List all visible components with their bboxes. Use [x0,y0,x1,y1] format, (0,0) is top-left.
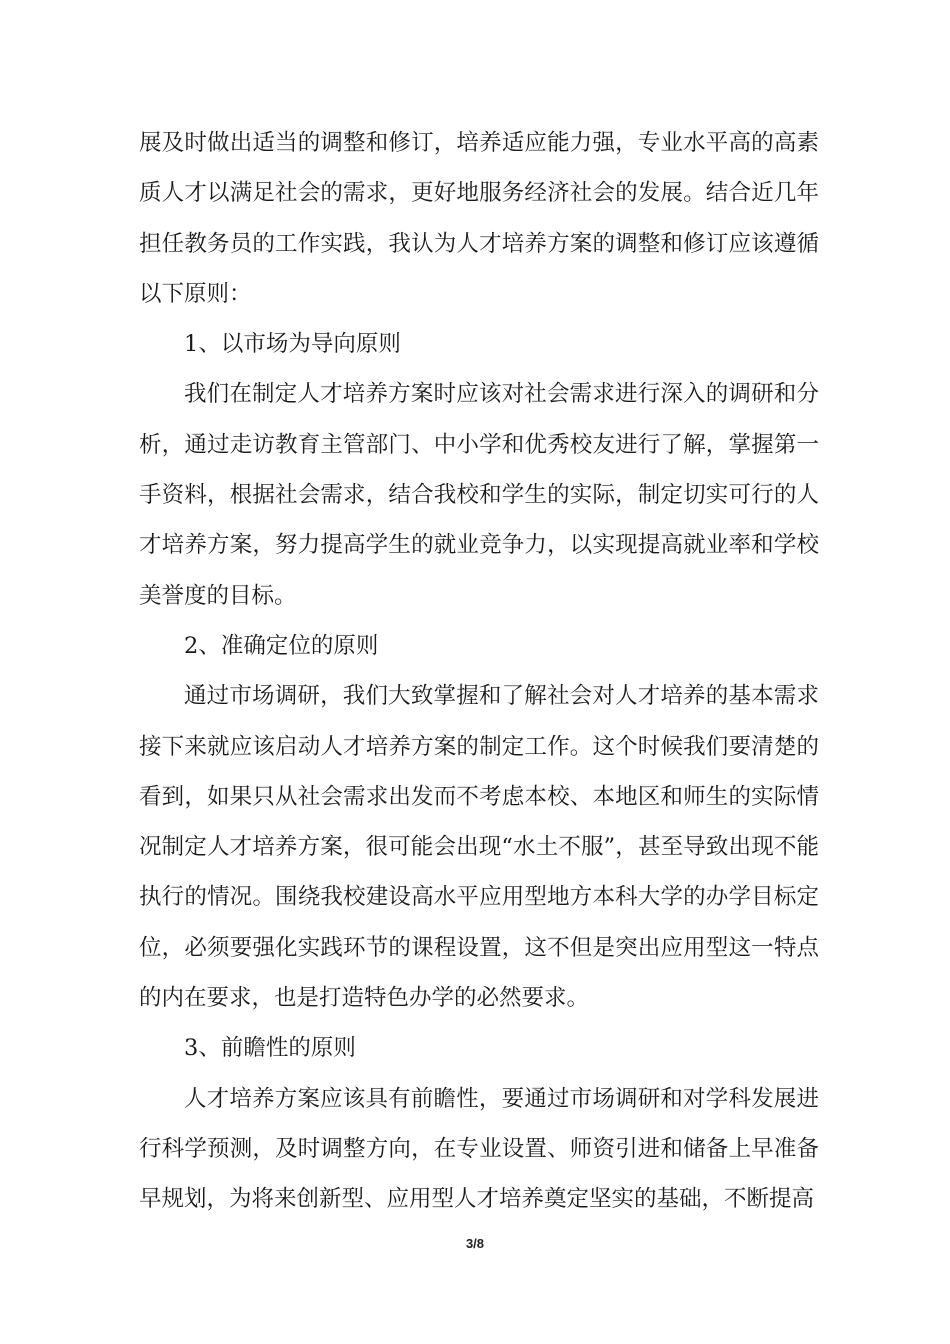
section-heading-market-orientation: 1、以市场为导向原则 [184,331,401,358]
paragraph-continuation: 展及时做出适当的调整和修订，培养适应能力强，专业水平高的高素质人才以满足社会的需求，更好地服务经济社会的发展。结合近几年担任教务员的工作实践，我认为人才培养方案的调整和修订应该遵循以下原则： [139,130,819,307]
section-heading-accurate-positioning: 2、准确定位的原则 [184,632,379,659]
paragraph-market-orientation: 我们在制定人才培养方案时应该对社会需求进行深入的调研和分析，通过走访教育主管部门、中小学和优秀校友进行了解，掌握第一手资料，根据社会需求，结合我校和学生的实际，制定切实可行的人才培养方案，努力提高学生的就业竞争力，以实现提高就业率和学校美誉度的目标。 [139,381,819,609]
paragraph-forward-looking: 人才培养方案应该具有前瞻性，要通过市场调研和对学科发展进行科学预测，及时调整方向，在专业设置、师资引进和储备上早准备早规划，为将来创新型、应用型人才培养奠定坚实的基础，不断提高 [139,1085,819,1213]
page-number: 3/8 [465,1236,485,1251]
paragraph-accurate-positioning: 通过市场调研，我们大致掌握和了解社会对人才培养的基本需求接下来就应该启动人才培养方案的制定工作。这个时候我们要清楚的看到，如果只从社会需求出发而不考虑本校、本地区和师生的实际情况制定人才培养方案，很可能会出现“水土不服”，甚至导致出现不能执行的情况。围绕我校建设高水平应用型地方本科大学的办学目标定位，必须要强化实践环节的课程设置，这不但是突出应用型这一特点的内在要求，也是打造特色办学的必然要求。 [139,683,819,1012]
section-heading-forward-looking: 3、前瞻性的原则 [184,1035,356,1062]
document-body [139,118,819,1225]
